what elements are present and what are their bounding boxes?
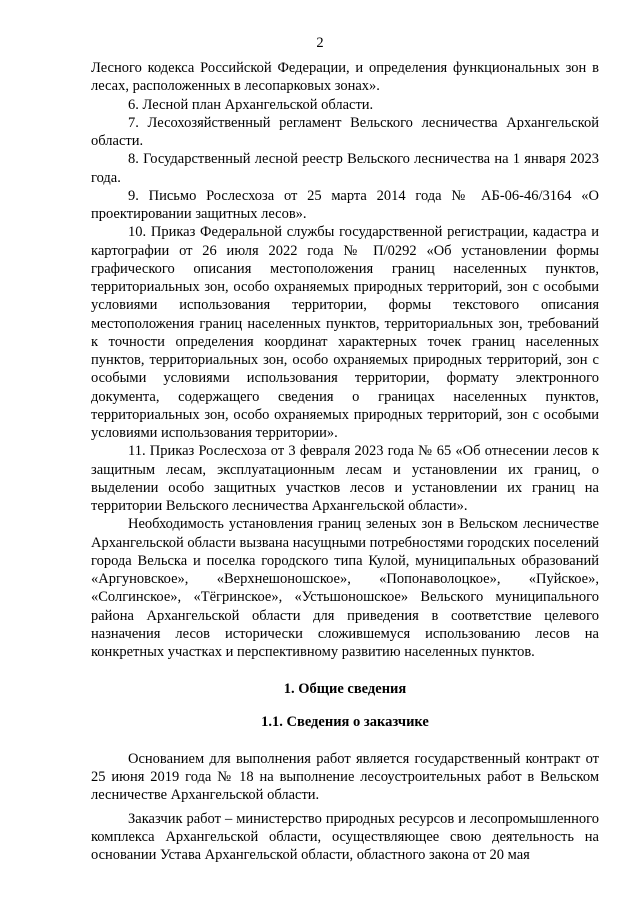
list-item-7: 7. Лесохозяйственный регламент Вельского лесничества Архангельской области. (91, 114, 599, 149)
subsection-heading: 1.1. Сведения о заказчике (261, 713, 429, 730)
paragraph-basis: Основанием для выполнения работ является государственный контракт от 25 июня 2019 года № 18 на выполнение лесоустроительных работ в Вельском лесничестве Архангельской области. (91, 750, 599, 804)
list-item-10: 10. Приказ Федеральной службы государственной регистрации, кадастра и картографии от 26 июля 2022 года № П/0292 «Об установлении формы графического описания местоположения границ населенных пунктов, территориальных зон, особо охраняемых природных территорий, зон с особыми условиями использования территории, формы текстового описания местоположения границ населенных пунктов, территориальных зон, требований к точности определения координат характерных точек границ населенных пунктов, территориальных зон, особо охраняемых природных территорий, зон с особыми условиями использования территории, формату электронного документа, содержащего сведения о границах населенных пунктов, территориальных зон, особо охраняемых природных территорий, зон с особыми условиями использования территории». (91, 224, 599, 441)
section-heading: 1. Общие сведения (283, 681, 407, 698)
list-item-9: 9. Письмо Рослесхоза от 25 марта 2014 года № АБ-06-46/3164 «О проектировании защитных лесов». (91, 187, 599, 222)
document-body (91, 59, 599, 864)
paragraph-continuation: Лесного кодекса Российской Федерации, и определения функциональных зон в лесах, расположенных в лесопарковых зонах». (91, 60, 599, 95)
list-item-11: 11. Приказ Рослесхоза от 3 февраля 2023 года № 65 «Об отнесении лесов к защитным лесам, эксплуатационным лесам и установлении их границ, о выделении особо защитных участков лесов и установлении их границ на территории Вельского лесничества Архангельской области». (91, 443, 599, 514)
paragraph-necessity: Необходимость установления границ зеленых зон в Вельском лесничестве Архангельской области вызвана насущными потребностями городских поселений города Вельска и поселка городского типа Кулой, муниципальных образований «Аргуновское», «Верхнешоношское», «Попонаволоцкое», «Пуйское», «Солгинское», «Тёгринское», «Устьшоношское» Вельского муниципального района Архангельской области для приведения в соответствие целевого назначения лесов исторически сложившемуся использованию лесов на конкретных участках и перспективному развитию населенных пунктов. (91, 516, 599, 660)
page-number: 2 (316, 35, 324, 51)
list-item-6: 6. Лесной план Архангельской области. (128, 96, 374, 113)
paragraph-customer: Заказчик работ – министерство природных ресурсов и лесопромышленного комплекса Архангельской области, осуществляющее свою деятельность на основании Устава Архангельской области, областного закона от 20 мая (91, 810, 599, 863)
list-item-8: 8. Государственный лесной реестр Вельского лесничества на 1 января 2023 года. (91, 151, 599, 186)
